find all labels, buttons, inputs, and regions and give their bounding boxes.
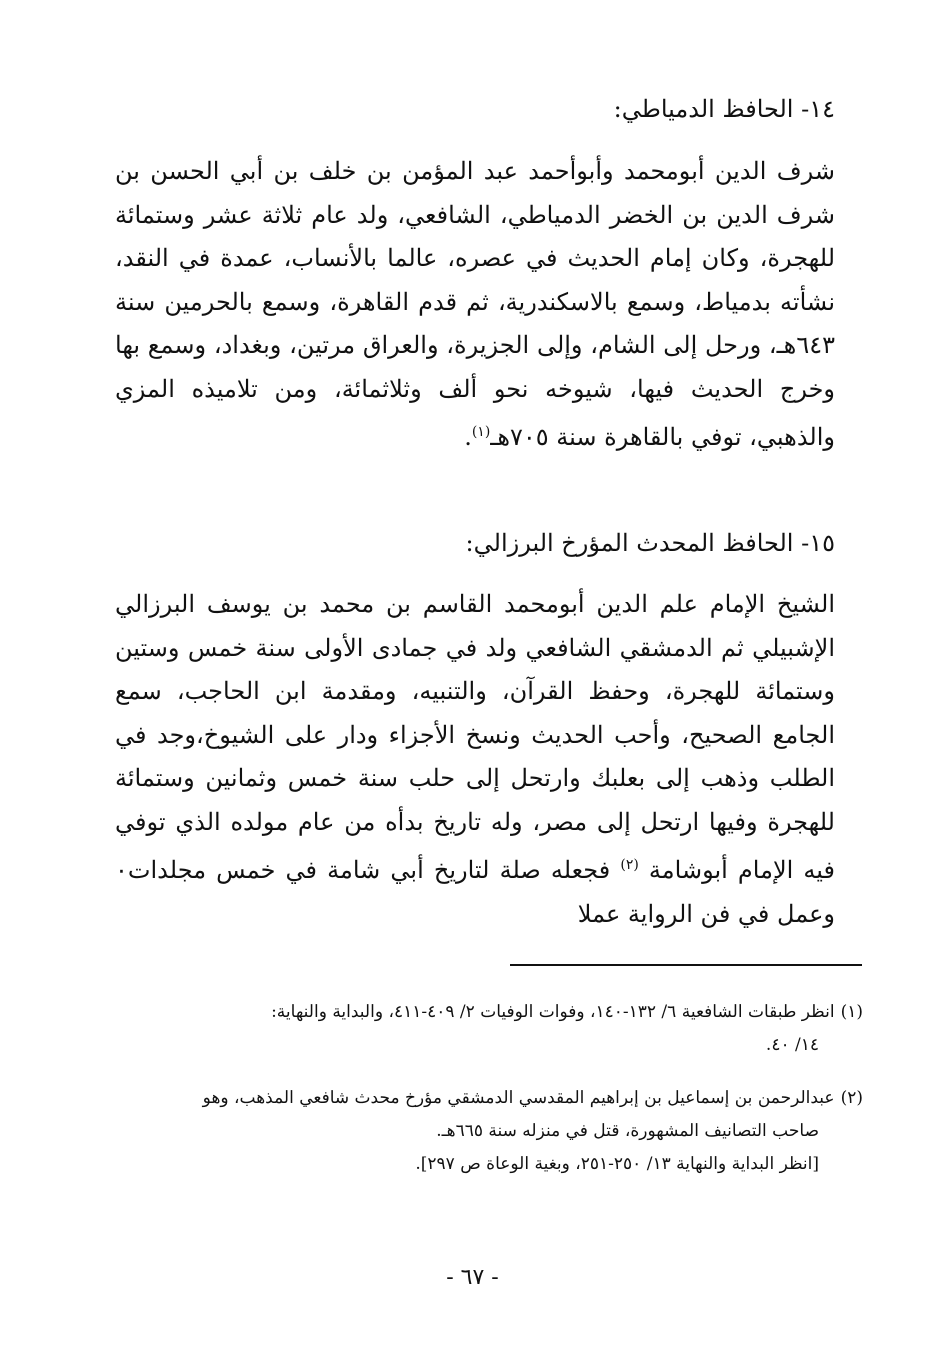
section-15-text: الشيخ الإمام علم الدين أبومحمد القاسم بن محمد بن يوسف البرزالي الإشبيلي ثم الدمشقي الشافعي ولد في جمادى الأولى سنة خمس وستين وستمائة للهجرة، وحفظ القرآن، والتنبيه، ومقدمة ابن الحاجب، سمع الجامع الصحيح، وأحب الحديث ونسخ الأجزاء ودار على الشيوخ،وجد في الطلب وذهب إلى بعلبك وارتحل إلى حلب سنة خمس وثمانين وستمائة للهجرة وفيها ارتحل إلى مصر، وله تاريخ بدأه من عام مولده الذي توفي فيه الإمام أبوشامة [115, 590, 835, 884]
footnote-1-line-1 [83, 996, 863, 1029]
section-14-text: شرف الدين أبومحمد وأبوأحمد عبد المؤمن بن خلف بن أبي الحسن بن شرف الدين بن الخضر الدمياطي، الشافعي، ولد عام ثلاثة عشر وستمائة للهجرة، وكان إمام الحديث في عصره، عالما بالأنساب، عمدة في النقد، نشأته بدمياط، وسمع بالاسكندرية، ثم قدم القاهرة، وسمع بالحرمين سنة ٦٤٣هـ، ورحل إلى الشام، وإلى الجزيرة، والعراق مرتين، وبغداد، وسمع بها وخرج الحديث فيها، شيوخه نحو ألف وثلاثمائة، ومن تلاميذه المزي والذهبي، توفي بالقاهرة سنة ٧٠٥هـ [115, 157, 835, 451]
section-15-heading: ١٥- الحافظ المحدث المؤرخ البرزالي: [465, 529, 835, 557]
section-14-end: . [464, 423, 472, 451]
footnote-2-line-3: [انظر البداية والنهاية ١٣/ ٢٥٠-٢٥١، وبغية الوعاة ص ٢٩٧]. [415, 1154, 819, 1174]
footnote-2-number: (٢) [840, 1088, 863, 1108]
section-14-body [115, 150, 835, 460]
footnote-1-text: انظر طبقات الشافعية ٦/ ١٣٢-١٤٠، وفوات الوفيات ٢/ ٤٠٩-٤١١، والبداية والنهاية: [271, 1002, 835, 1022]
footnote-2 [83, 1082, 863, 1181]
footnote-ref-1[interactable]: (١) [471, 424, 491, 440]
footnote-1 [83, 996, 863, 1062]
footnote-1-number: (١) [840, 1002, 863, 1022]
footnote-1-line-2: ١٤/ ٤٠. [765, 1035, 819, 1055]
footnote-divider [510, 964, 862, 966]
footnote-2-text: عبدالرحمن بن إسماعيل بن إبراهيم المقدسي الدمشقي مؤرخ محدث شافعي المذهب، وهو [202, 1088, 835, 1108]
page-number: - ٦٧ - [446, 1265, 499, 1290]
footnote-2-line-1 [83, 1082, 863, 1115]
section-14-heading: ١٤- الحافظ الدمياطي: [613, 95, 835, 123]
footnote-ref-2[interactable]: (٢) [620, 857, 639, 873]
section-15-tail: فجعله صلة لتاريخ أبي شامة في خمس مجلدات٠ وعمل في فن الرواية عملا [115, 856, 835, 928]
section-15-body [115, 583, 835, 936]
footnote-2-line-2: صاحب التصانيف المشهورة، قتل في منزله سنة ٦٦٥هـ. [436, 1121, 819, 1141]
